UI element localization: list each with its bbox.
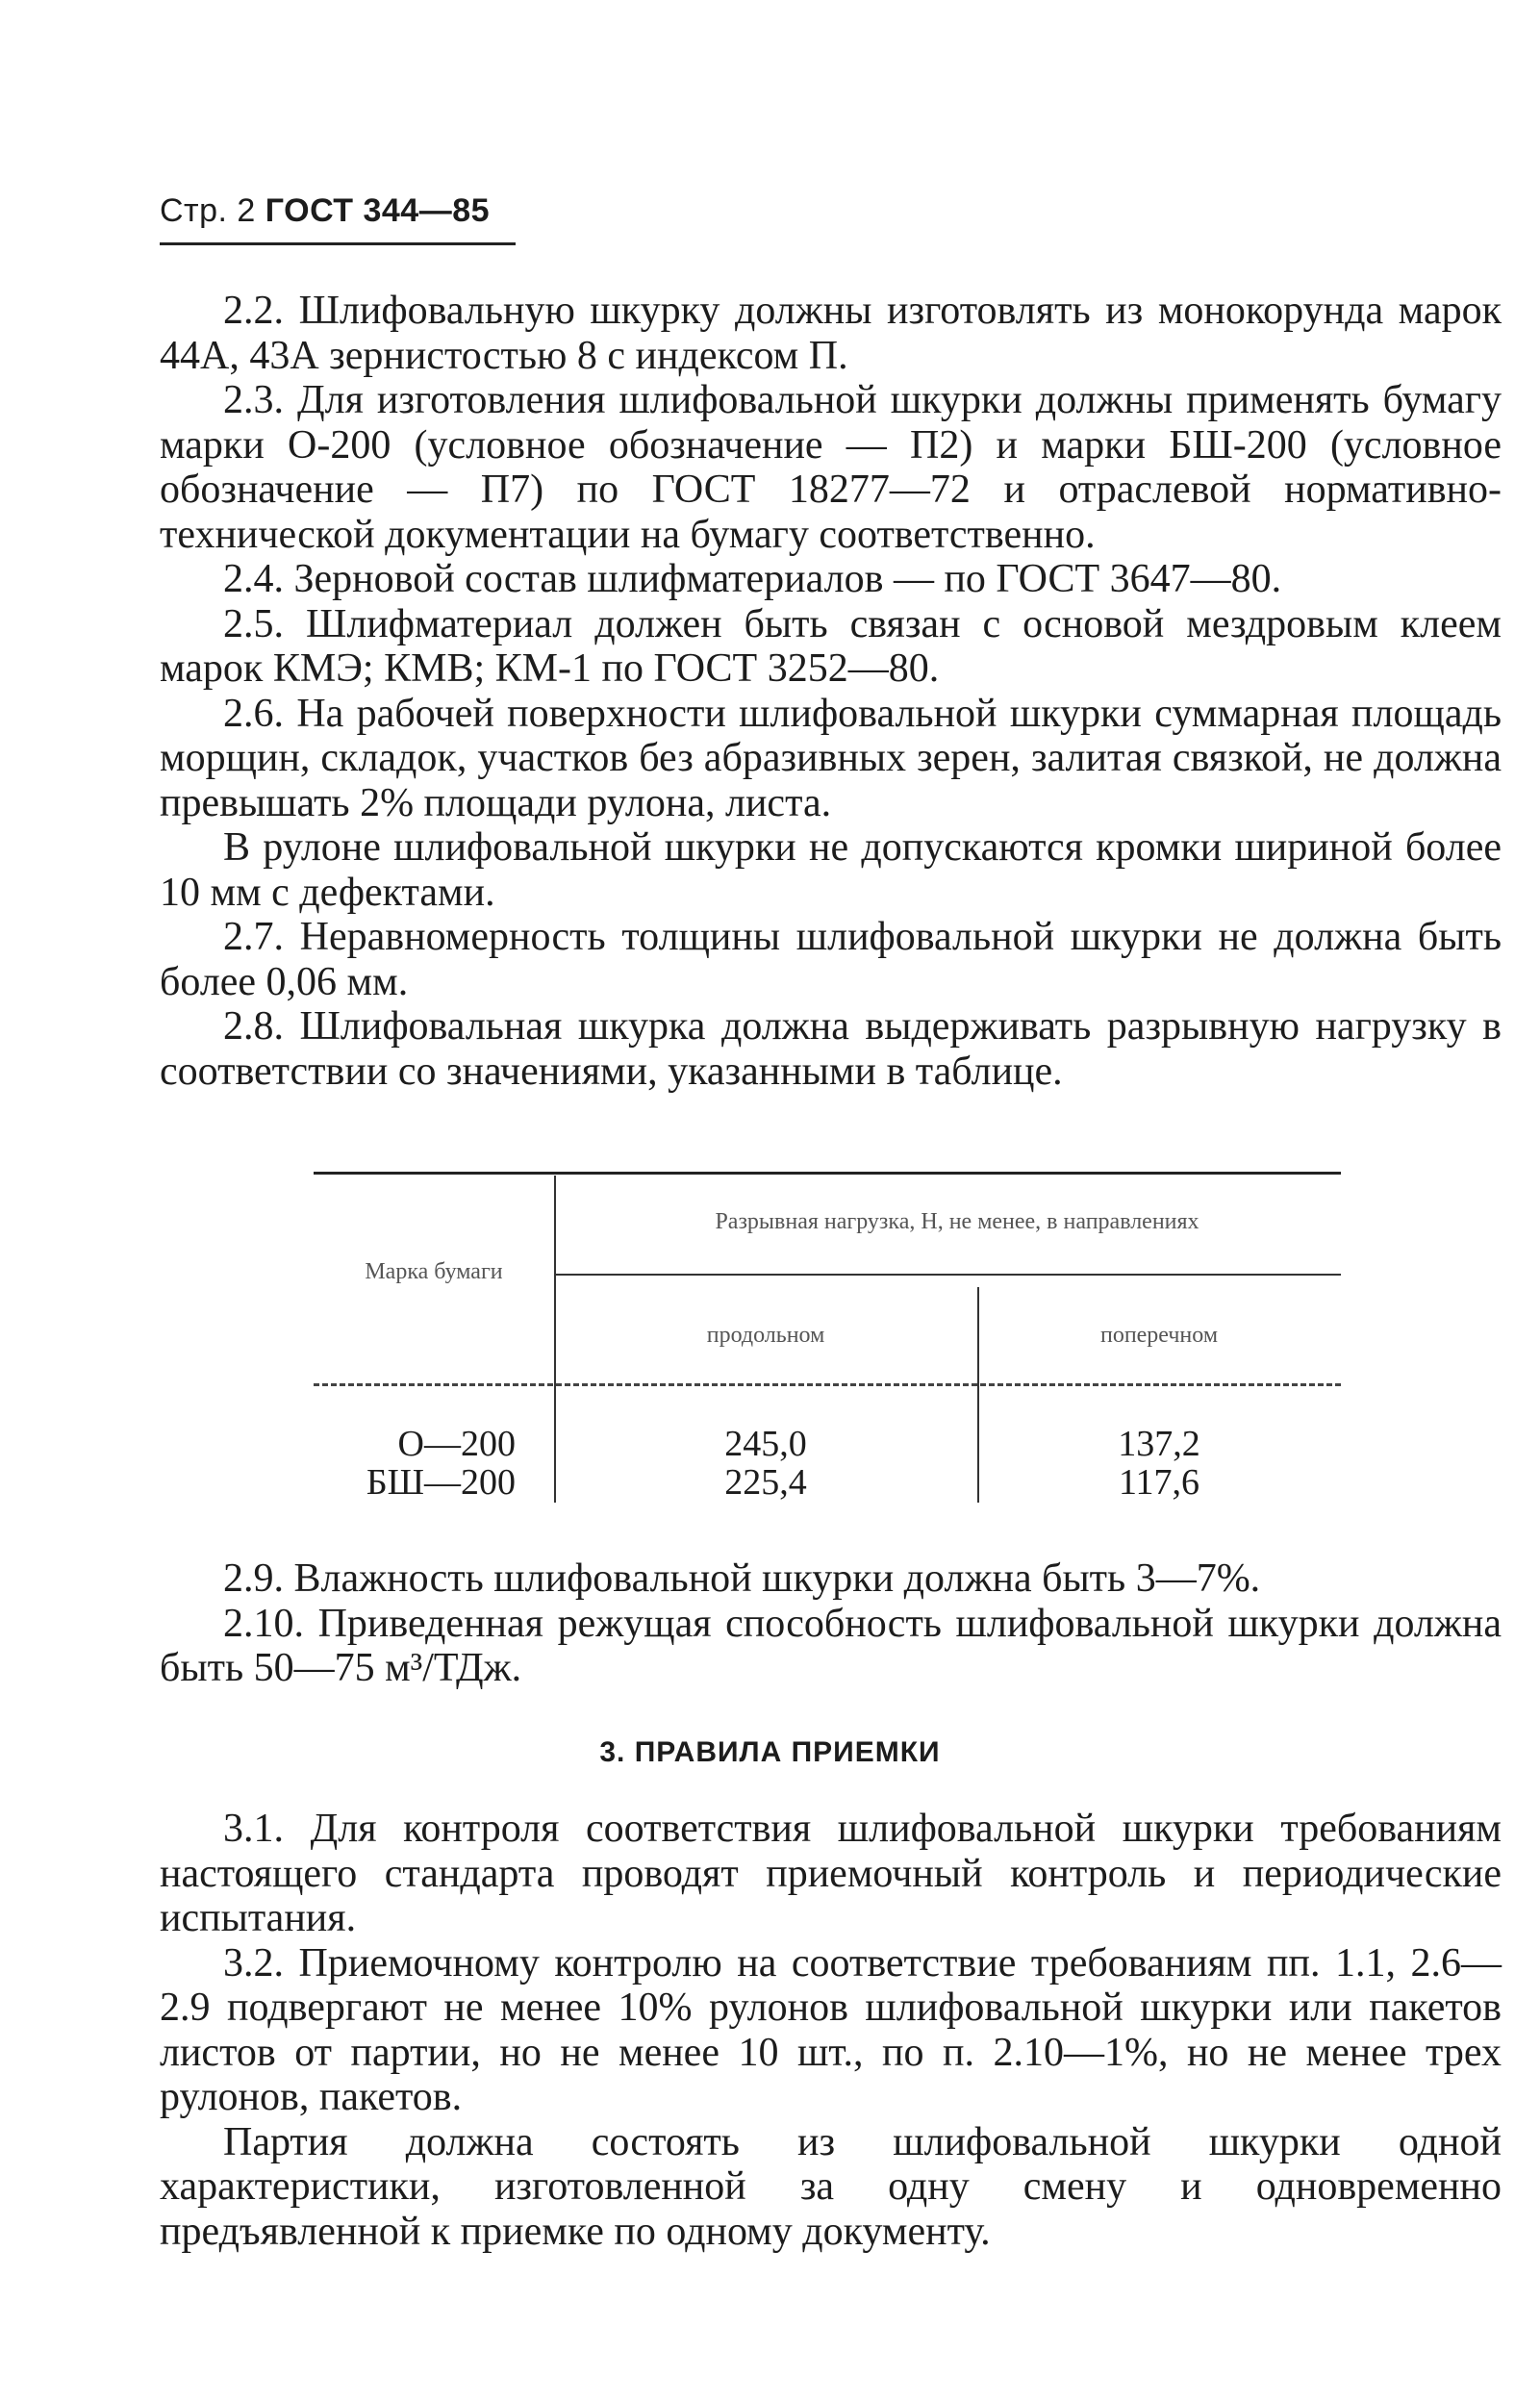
page-header (160, 192, 490, 230)
paragraph-2-3: 2.3. Для изготовления шлифовальной шкурки должны применять бумагу марки О-200 (условное обозначение — П2) и марки БШ-200 (условное обозначение — П7) по ГОСТ 18277—72 и отраслевой нормативно-технической документации на бумагу соответственно. (160, 378, 1502, 557)
header-tensile-load: Разрывная нагрузка, Н, не менее, в направлениях (715, 1209, 1199, 1234)
row-o200-longitudinal: 245,0 (724, 1424, 807, 1464)
section-title: 3. ПРАВИЛА ПРИЕМКИ (599, 1736, 941, 1768)
row-bsh200-longitudinal: 225,4 (724, 1462, 807, 1503)
paragraph-2-8: 2.8. Шлифовальная шкурка должна выдерживать разрывную нагрузку в соответствии со значениями, указанными в таблице. (160, 1004, 1502, 1094)
paragraph-2-6: 2.6. На рабочей поверхности шлифовальной шкурки суммарная площадь морщин, складок, участков без абразивных зерен, залитая связкой, не должна превышать 2% площади рулона, листа. (160, 691, 1502, 825)
paragraph-3-2: 3.2. Приемочному контролю на соответствие требованиям пп. 1.1, 2.6—2.9 подвергают не менее 10% рулонов шлифовальной шкурки или пакетов листов от партии, но не менее 10 шт., по п. 2.10—1%, но не менее трех рулонов, пакетов. (160, 1940, 1502, 2119)
table-header-divider (554, 1274, 1341, 1276)
header-transverse: поперечном (1099, 1323, 1219, 1348)
paragraph-2-2: 2.2. Шлифовальную шкурку должны изготовлять из монокорунда марок 44А, 43А зернистостью 8 с индексом П. (160, 289, 1502, 378)
header-brand: Марка бумаги (365, 1259, 503, 1284)
paragraph-2-6-edges: В рулоне шлифовальной шкурки не допускаются кромки шириной более 10 мм с дефектами. (160, 825, 1502, 915)
paragraph-2-5: 2.5. Шлифматериал должен быть связан с основой мездровым клеем марок КМЭ; КМВ; КМ-1 по ГОСТ 3252—80. (160, 601, 1502, 691)
row-bsh200-transverse: 117,6 (1118, 1462, 1200, 1503)
header-longitudinal: продольном (706, 1323, 825, 1348)
paragraph-2-9: 2.9. Влажность шлифовальной шкурки должна быть 3—7%. (223, 1556, 1261, 1601)
paragraph-2-7: 2.7. Неравномерность толщины шлифовальной шкурки не должна быть более 0,06 мм. (160, 915, 1502, 1004)
body-text-bottom (160, 1807, 1502, 2254)
page-label: Стр. 2 (160, 192, 256, 229)
row-o200-transverse: 137,2 (1118, 1424, 1200, 1464)
paragraph-2-4: 2.4. Зерновой состав шлифматериалов — по ГОСТ 3647—80. (223, 557, 1282, 601)
body-text-mid (160, 1556, 1502, 1691)
table-top-rule (314, 1172, 1341, 1175)
table-header-bottom-rule (314, 1383, 1341, 1386)
row-brand-bsh200: БШ—200 (366, 1462, 516, 1503)
body-text-top (160, 289, 1502, 1094)
standard-number: ГОСТ 344—85 (265, 192, 491, 229)
paragraph-3-1: 3.1. Для контроля соответствия шлифовальной шкурки требованиям настоящего стандарта проводят приемочный контроль и периодические испытания. (160, 1807, 1502, 1940)
paragraph-2-10: 2.10. Приведенная режущая способность шлифовальной шкурки должна быть 50—75 м³/ТДж. (160, 1601, 1502, 1690)
row-brand-o200: О—200 (397, 1424, 516, 1464)
paragraph-3-2-lot: Партия должна состоять из шлифовальной шкурки одной характеристики, изготовленной за одну смену и одновременно предъявленной к приемке по одному документу. (160, 2119, 1502, 2254)
header-rule (160, 242, 516, 245)
